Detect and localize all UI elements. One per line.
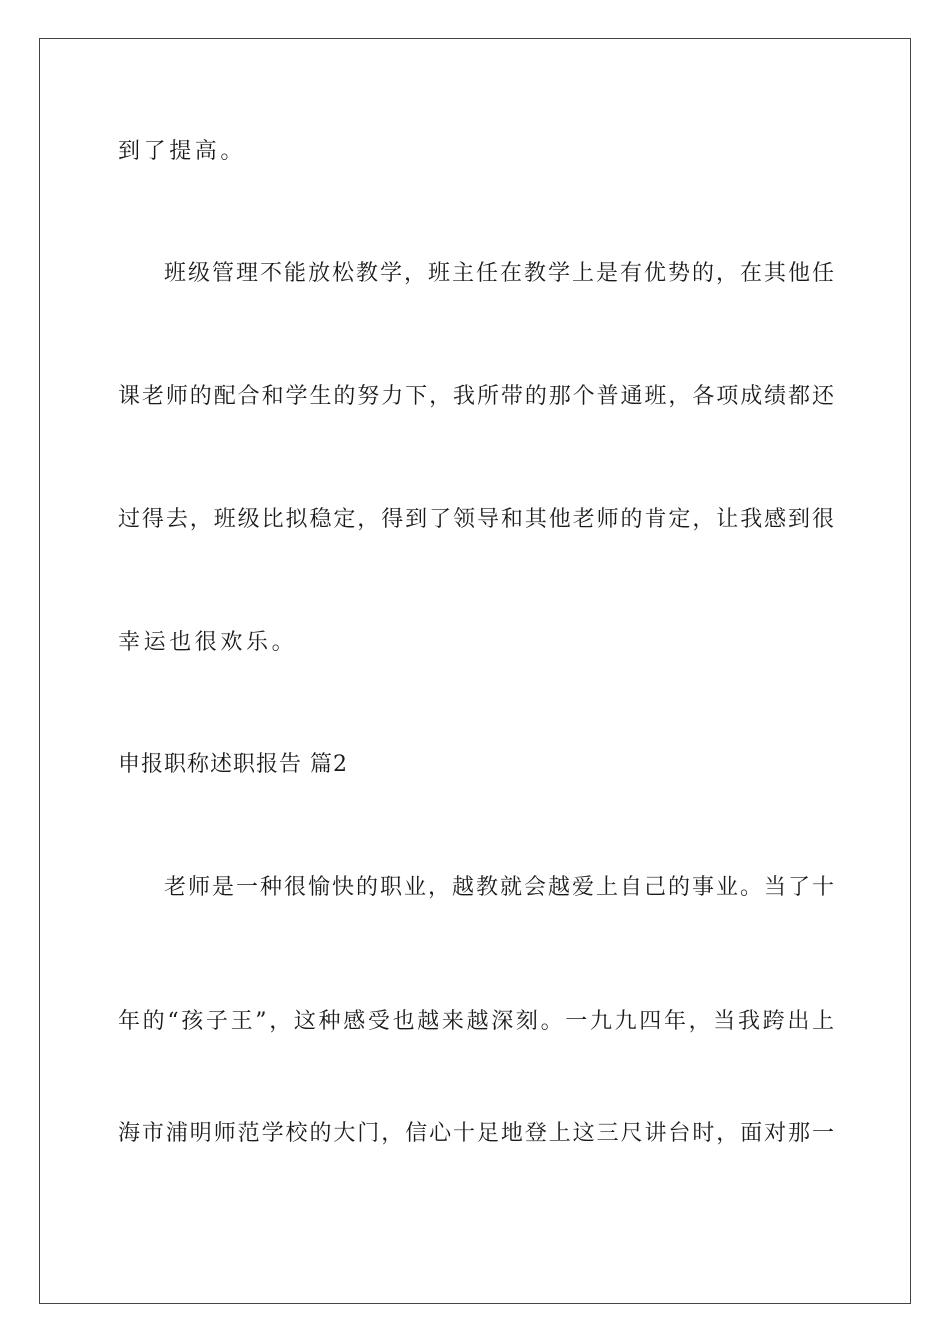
paragraph-start-line: 班级管理不能放松教学，班主任在教学上是有优势的，在其他任: [164, 261, 834, 286]
paragraph-start-line: 老师是一种很愉快的职业，越教就会越爱上自己的事业。当了十: [164, 875, 834, 900]
section-heading: 申报职称述职报告 篇2: [118, 752, 348, 777]
page-frame: [39, 38, 911, 1304]
text-line: 年的“孩子王”，这种感受也越来越深刻。一九九四年，当我跨出上: [118, 1009, 834, 1034]
text-line: 到了提高。: [118, 139, 247, 164]
text-line: 幸运也很欢乐。: [118, 630, 298, 655]
text-line: 海市浦明师范学校的大门，信心十足地登上这三尺讲台时，面对那一: [118, 1121, 834, 1146]
text-line: 课老师的配合和学生的努力下，我所带的那个普通班，各项成绩都还: [118, 384, 834, 409]
text-line: 过得去，班级比拟稳定，得到了领导和其他老师的肯定，让我感到很: [118, 507, 834, 532]
